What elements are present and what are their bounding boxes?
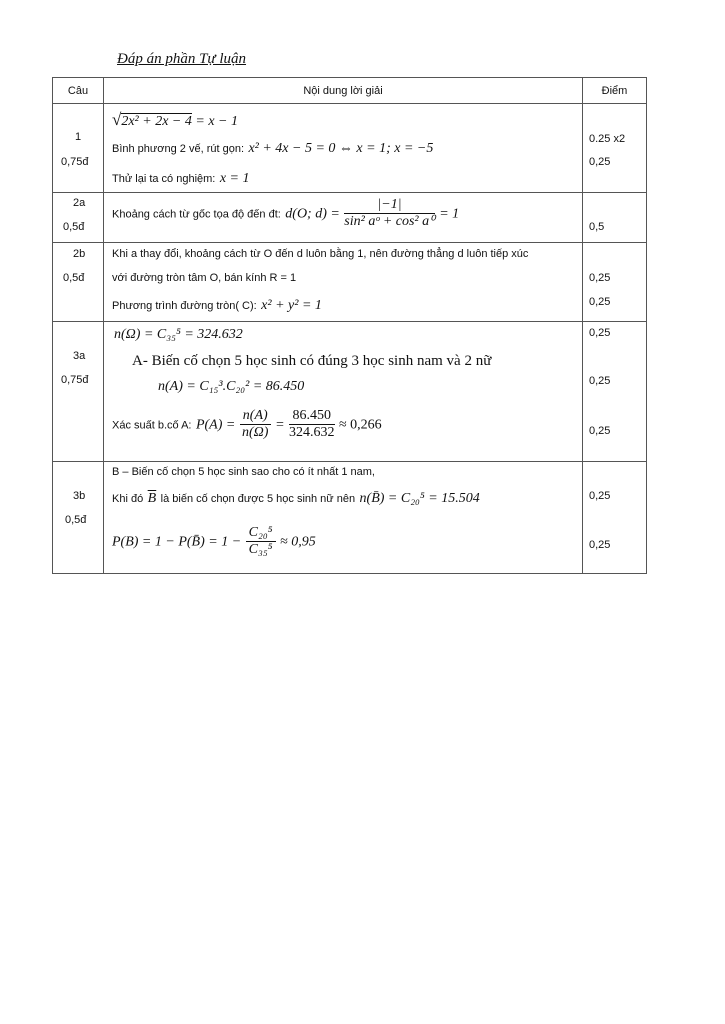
equation-line: n(A) = C₁₅³.C₂₀² = 86.450	[158, 379, 305, 394]
page-title: Đáp án phần Tự luận	[117, 51, 247, 67]
score-value: 0,25	[589, 425, 611, 437]
solution-line: Xác suất b.cố A: P(A) = $\frac{n(A)}{n(\Omega)}$ = $\frac{86.450}{324.632}$ ≈ 0,266	[112, 408, 382, 440]
header-noidung: Nội dung lời giải	[104, 78, 583, 104]
answer-table	[52, 77, 647, 574]
table-row	[53, 462, 647, 574]
table-row	[53, 104, 647, 193]
score-value: 0,25	[589, 272, 611, 284]
question-points: 0,5đ	[63, 272, 85, 284]
table-row	[53, 243, 647, 322]
score-value: 0,25	[589, 375, 611, 387]
header-cau: Câu	[53, 78, 104, 104]
score-value: 0,25	[589, 539, 611, 551]
solution-line: với đường tròn tâm O, bán kính R = 1	[112, 272, 297, 284]
event-description: B – Biến cố chọn 5 học sinh sao cho có ít nhất 1 nam,	[112, 466, 375, 478]
solution-line: Thử lại ta có nghiệm: x = 1	[112, 171, 250, 186]
score-value: 0,25	[589, 156, 611, 168]
score-value: 0.25 x2	[589, 133, 626, 145]
table-row	[53, 193, 647, 243]
score-value: 0,25	[589, 296, 611, 308]
solution-line: Khi a thay đổi, khoảng cách từ O đến d luôn bằng 1, nên đường thẳng d luôn tiếp xúc	[112, 248, 529, 260]
question-points: 0,75đ	[61, 156, 89, 168]
question-label: 1	[75, 131, 82, 143]
question-label: 3b	[73, 490, 86, 502]
solution-line: Phương trình đường tròn( C): x² + y² = 1	[112, 298, 322, 313]
question-points: 0,75đ	[61, 374, 89, 386]
question-label: 2a	[73, 197, 86, 209]
solution-line: Khoảng cách từ gốc tọa độ đến đt: d(O; d) = $\frac{|-1|}{\text{sin² aᵒ + cos² a⁰}}$ = 1	[112, 197, 460, 229]
solution-line: P(B) = 1 − P(B̄) = 1 − $\frac{\text{C₂₀⁵}}{\text{C₃₅⁵}}$ ≈ 0,95	[112, 525, 316, 557]
equation-line: √2x² + 2x − 4 = x − 1	[112, 110, 238, 129]
solution-line: Khi đó $\overline{B}$ là biến cố chọn được 5 học sinh nữ nên n(B̄) = C₂₀⁵ = 15.504	[112, 491, 480, 506]
question-label: 2b	[73, 248, 86, 260]
question-points: 0,5đ	[63, 221, 85, 233]
table-header-row	[53, 78, 647, 104]
score-value: 0,25	[589, 490, 611, 502]
solution-line: Bình phương 2 vế, rút gọn: x² + 4x − 5 = 0 ⇔ x = 1; x = −5	[112, 141, 434, 156]
event-description: A- Biến cố chọn 5 học sinh có đúng 3 học sinh nam và 2 nữ	[132, 353, 492, 369]
score-value: 0,5	[589, 221, 605, 233]
question-label: 3a	[73, 350, 86, 362]
question-points: 0,5đ	[65, 514, 87, 526]
header-diem: Điểm	[583, 78, 647, 104]
table-row	[53, 322, 647, 462]
score-value: 0,25	[589, 327, 611, 339]
equation-line: n(Ω) = C₃₅⁵ = 324.632	[114, 327, 243, 342]
